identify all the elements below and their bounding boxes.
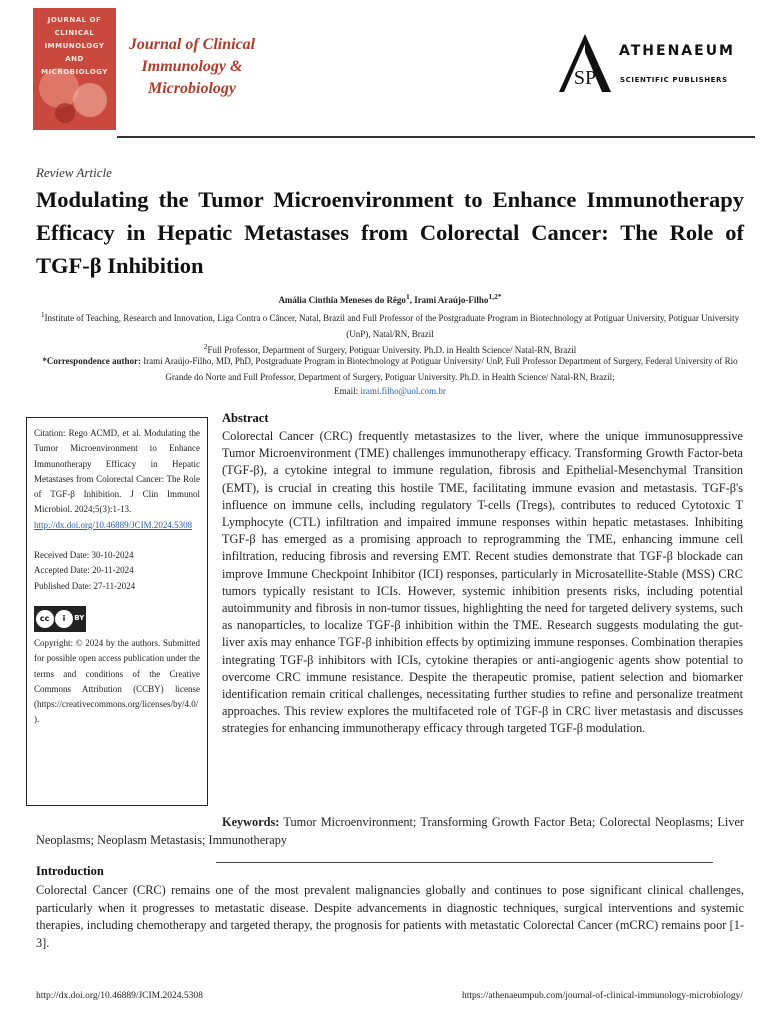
article-type: Review Article [36, 165, 112, 180]
author-separator: , [409, 295, 415, 305]
accepted-date: Accepted Date: 20-11-2024 [34, 565, 134, 576]
footer-doi-link[interactable]: http://dx.doi.org/10.46889/JCIM.2024.5308 [36, 991, 203, 1001]
copyright-text: Copyright: © 2024 by the authors. Submitted for possible open access publication under the terms and conditions of the Creative Commons Attribution (CCBY) license (https://creativecommons.org/licenses/by/4.0/). [34, 637, 200, 725]
journal-cover-logo [33, 8, 116, 130]
abstract-text: Colorectal Cancer (CRC) frequently metastasizes to the liver, where the unique immunosuppressive Tumor Microenvironment (TME) challenges immunotherapy efficacy. Transforming Growth Factor-beta (TGF-β), a cytokine integral to immune regulation, fibrosis and Epithelial-Mesenchymal Transition (EMT), is crucial in creating this hostile TME, facilitating immune evasion and metastasis. TGF-β's influence on immune cells, including regulatory T-cells (Tregs), contributes to reduced Cytotoxic T Lymphocyte (CTL) infiltration and impaired immune responses within hepatic metastases. Inhibiting TGF-β has emerged as a promising approach to reprogramming the TME, enhancing immune cell infiltration, reducing fibrosis and reversing EMT. Recent studies demonstrate that TGF-β blockade can improve Immune Checkpoint Inhibitor (ICI) responses, particularly in Microsatellite-Stable (MSS) CRC tumors typically resistant to ICIs. However, systemic inhibition presents risks, including potential autoimmunity and fibrosis in non-tumor tissues, highlighting the need for targeted delivery systems, such as nanoparticles, to localize TGF-β inhibition within the TME. Research suggests modulating the gut-liver axis may enhance TGF-β inhibition effects by optimizing immune responses. Combination therapies integrating TGF-β inhibitors with ICIs, cytokine therapies or anti-angiogenic agents show potential to overcome CRC immune resistance. Despite the therapeutic promise, patient selection and biomarker identification remain critical challenges, necessitating further studies to refine and personalize treatment approaches. This review explores the multifaceted role of TGF-β in CRC liver metastasis and discusses strategies for enhancing immunotherapy efficacy through targeted TGF-β modulation. [222, 429, 743, 736]
keywords [36, 813, 744, 849]
section-divider [216, 862, 713, 863]
author-list [36, 292, 744, 305]
publisher-subtitle: SCIENTIFIC PUBLISHERS [620, 76, 728, 84]
author-affiliation-mark: 1 [405, 292, 410, 301]
introduction-heading: Introduction [36, 864, 104, 878]
logo-decoration [55, 103, 75, 123]
affiliation-2: $^2$Full Professor, Department of Surgery, Potiguar University. Ph.D. in Health Science/ Natal-RN, Brazil [203, 342, 577, 355]
correspondence-label: *Correspondence author: [42, 356, 141, 366]
author-affiliation-mark: 1,2* [488, 292, 502, 301]
keywords-label: Keywords: [222, 815, 280, 829]
journal-name: Journal of Clinical Immunology & Microbiology [128, 36, 256, 97]
attribution-icon: i [55, 610, 73, 628]
affiliation-1: $^1$Institute of Teaching, Research and Innovation, Liga Contra o Câncer, Natal, Brazil and Full Professor of the Postgraduate Program in Biotechnology at Potiguar University, Potiguar University (UnP), Natal/RN, Brazil [40, 310, 740, 339]
publisher-mark: SP [573, 67, 597, 89]
cc-icon: cc [36, 610, 54, 628]
abstract-heading: Abstract [222, 411, 269, 425]
author-name: Irami Araújo-Filho [414, 295, 489, 305]
correspondence: *Correspondence author: Irami Araújo-Filho, MD, PhD, Postgraduate Program in Biotechnology at Potiguar University/ UnP, Full Professor Department of Surgery, Federal University of Rio Grande do Norte and Full Professor, Department of Surgery, Potiguar University. Ph.D. in Health Science/ Natal-RN, Brazil; [42, 356, 738, 382]
introduction-text: Colorectal Cancer (CRC) remains one of the most prevalent malignancies globally and continues to pose significant clinical challenges, particularly when it progresses to metastatic disease. Despite advancements in diagnostic techniques, surgical interventions and systemic therapies, including chemotherapy and targeted therapy, the prognosis for patients with metastatic Colorectal Cancer (mCRC) remains poor [1-3]. [36, 883, 744, 950]
citation-sidebar [26, 417, 208, 806]
footer-journal-url[interactable]: https://athenaeumpub.com/journal-of-clinical-immunology-microbiology/ [462, 991, 743, 1001]
by-label: BY [74, 614, 85, 623]
header-divider [117, 136, 755, 138]
publisher-name: ATHENAEUM [619, 43, 735, 59]
citation-text: Citation: Rego ACMD, et al. Modulating the Tumor Microenvironment to Enhance Immunotherapy Efficacy in Hepatic Metastases from Colorectal Cancer: The Role of TGF-β Inhibition. J Clin Immunol Microbiol. 2024;5(3):1-13. [34, 428, 200, 515]
published-date: Published Date: 27-11-2024 [34, 580, 136, 591]
email-link[interactable]: irami.filho@uol.com.br [360, 386, 446, 396]
article-title: Modulating the Tumor Microenvironment to Enhance Immunotherapy Efficacy in Hepatic Metastases from Colorectal Cancer: The Role of TGF-β Inhibition [36, 187, 744, 278]
logo-decoration [73, 83, 107, 117]
athenaeum-logo-icon [555, 32, 615, 94]
cc-by-license-badge[interactable] [34, 606, 86, 632]
correspondence-email: Email: irami.filho@uol.com.br [334, 386, 446, 396]
spacer [34, 533, 200, 548]
author-name: Amália Cinthia Meneses do Rêgo [278, 295, 406, 305]
doi-link[interactable]: http://dx.doi.org/10.46889/JCIM.2024.5308 [34, 519, 193, 530]
journal-cover-text: JOURNAL OF CLINICAL IMMUNOLOGY AND MICROBIOLOGY [41, 16, 108, 76]
received-date: Received Date: 30-10-2024 [34, 550, 134, 561]
keywords-text: Tumor Microenvironment; Transforming Growth Factor Beta; Colorectal Neoplasms; Liver Neoplasms; Neoplasm Metastasis; Immunotherapy [36, 815, 744, 847]
